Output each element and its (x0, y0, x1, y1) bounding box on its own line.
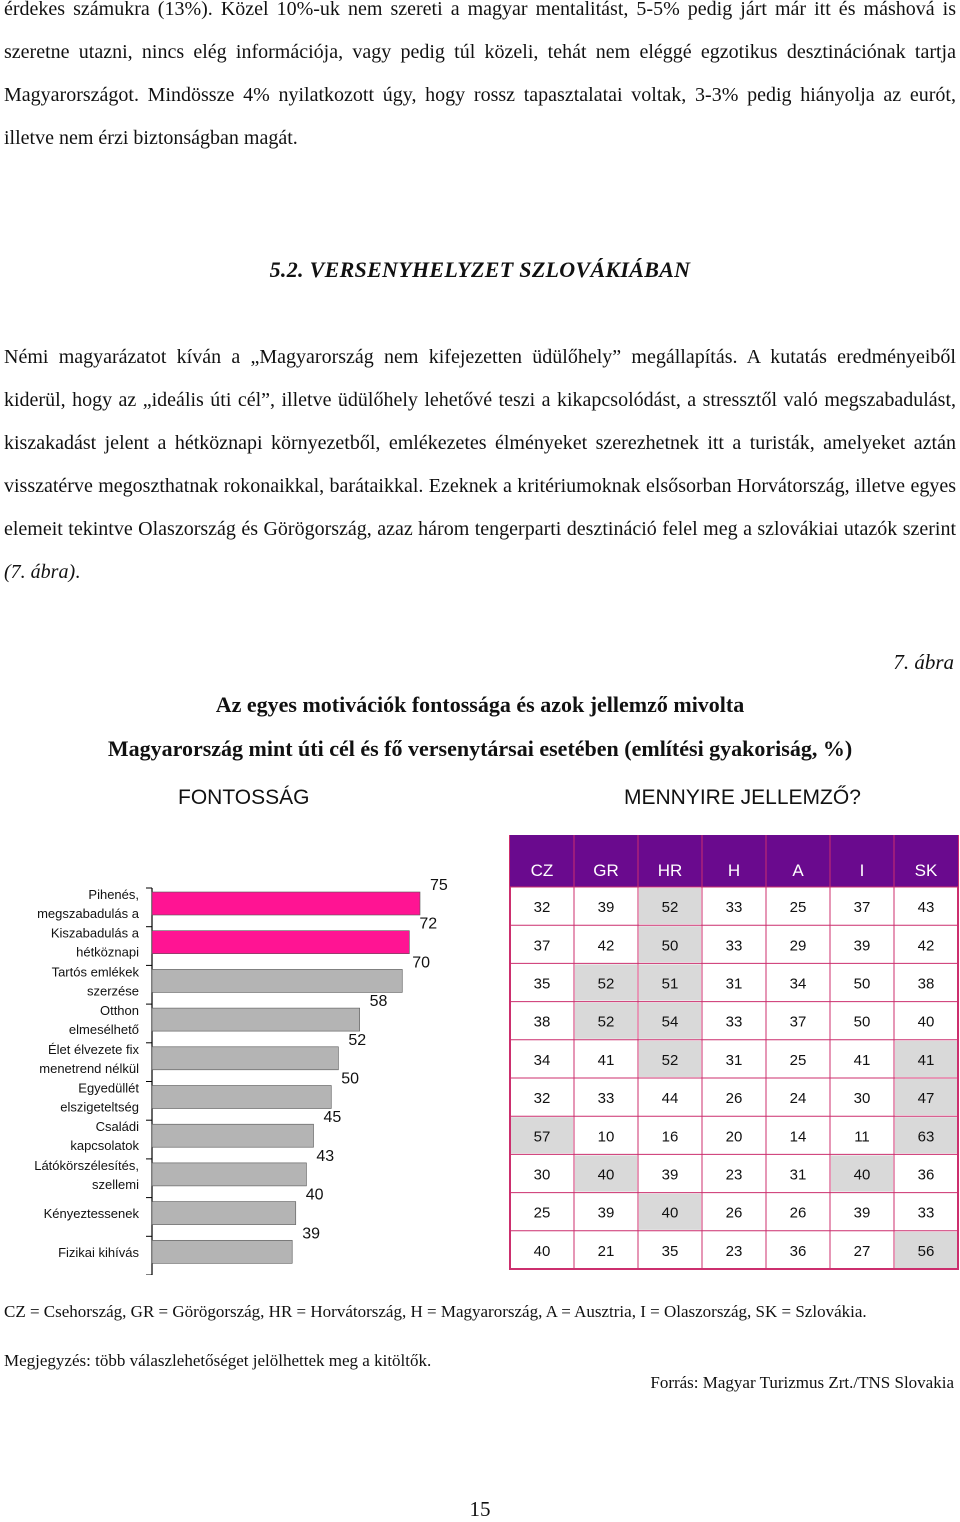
category-label: elmesélhető (68, 1022, 139, 1038)
bar (152, 931, 409, 954)
table-cell: 16 (661, 1128, 679, 1146)
bar (152, 1086, 331, 1109)
table-cell: 33 (725, 937, 743, 955)
table-cell: 10 (597, 1128, 615, 1146)
category-label: Látókörszélesítés, (34, 1157, 139, 1173)
table-cell: 35 (661, 1242, 679, 1260)
table-cell: 39 (661, 1166, 679, 1184)
table-cell: 39 (597, 899, 615, 917)
table-cell: 14 (789, 1128, 807, 1146)
table-column-header: I (859, 861, 865, 880)
table-column-header: CZ (530, 861, 554, 880)
category-label: kapcsolatok (70, 1138, 139, 1154)
table-cell: 31 (789, 1166, 807, 1184)
table-cell: 43 (917, 899, 935, 917)
bar (152, 1124, 314, 1147)
table-cell: 26 (725, 1090, 743, 1108)
table-cell: 11 (854, 1128, 870, 1146)
category-label: Élet élvezete fix (47, 1041, 139, 1057)
table-cell: 23 (725, 1242, 743, 1260)
bar (152, 1047, 338, 1070)
table-cell: 30 (853, 1090, 871, 1108)
category-label: menetrend nélkül (39, 1060, 139, 1076)
importance-heading: FONTOSSÁG (178, 786, 310, 809)
table-cell: 35 (533, 975, 551, 993)
table-cell: 57 (533, 1128, 551, 1146)
table-cell: 30 (533, 1166, 551, 1184)
category-label: szellemi (92, 1176, 139, 1192)
category-label: Tartós emlékek (51, 964, 139, 980)
table-cell: 37 (789, 1013, 807, 1031)
table-cell: 33 (597, 1090, 615, 1108)
table-cell: 50 (853, 975, 871, 993)
table-cell: 47 (917, 1090, 935, 1108)
bar-value-label: 39 (302, 1225, 320, 1243)
bar-value-label: 72 (419, 915, 438, 933)
table-cell: 21 (597, 1242, 615, 1260)
category-label: megszabadulás a (37, 906, 139, 921)
figure-reference: (7. ábra) (4, 561, 76, 583)
category-label: Családi (95, 1119, 139, 1135)
table-cell: 38 (533, 1013, 551, 1031)
bar (152, 1163, 306, 1186)
category-label: Kiszabadulás a (50, 925, 139, 941)
table-cell: 50 (853, 1013, 871, 1031)
bar-value-label: 40 (305, 1186, 324, 1204)
table-cell: 34 (533, 1051, 551, 1069)
table-cell: 32 (533, 1090, 551, 1108)
category-label: szerzése (86, 983, 139, 999)
table-cell: 32 (533, 899, 551, 917)
table-cell: 52 (661, 899, 679, 917)
table-cell: 39 (597, 1204, 615, 1222)
table-cell: 40 (853, 1166, 871, 1184)
table-cell: 33 (725, 899, 743, 917)
table-cell: 29 (789, 937, 807, 955)
bar-value-label: 70 (412, 954, 431, 972)
table-cell: 52 (597, 975, 615, 993)
table-cell: 36 (917, 1166, 935, 1184)
table-cell: 42 (597, 937, 615, 955)
table-cell: 56 (917, 1242, 935, 1260)
bar (152, 1008, 360, 1031)
table-column-header: A (792, 861, 804, 880)
body-text: Némi magyarázatot kíván a „Magyarország nem kifejezetten üdülőhely” megállapítás. A kutatás eredményeiből kiderül, hogy az „ideális úti cél”, illetve üdülőhely lehetővé teszi a kikapcsolódást, a stressztől való megszabadulást, kiszakadást jelent a hétköznapi környezetből, emlékezetes élményeket szerezhetnek itt a turisták, amelyeket aztán visszatérve megoszthatnak rokonaikkal, barátaikkal. Ezeknek a kritériumoknak elsősorban Horvátország, illetve egyes elemeit tekintve Olaszország és Görögország, azaz három tengerparti desztináció felel meg a szlovákiai utazók szerint (4, 346, 956, 540)
bar-value-label: 43 (316, 1147, 335, 1165)
table-cell: 26 (725, 1204, 743, 1222)
bar (152, 969, 402, 992)
category-label: Egyedüllét (78, 1080, 139, 1096)
table-cell: 40 (917, 1013, 935, 1031)
table-cell: 50 (661, 937, 679, 955)
table-cell: 39 (853, 937, 871, 955)
table-cell: 36 (789, 1242, 807, 1260)
table-cell: 54 (661, 1013, 679, 1031)
table-cell: 26 (789, 1204, 807, 1222)
table-cell: 25 (789, 899, 807, 917)
table-cell: 33 (725, 1013, 743, 1031)
table-cell: 37 (533, 937, 551, 955)
bar-value-label: 75 (430, 877, 448, 894)
bar (152, 1240, 292, 1263)
section-heading: 5.2. VERSENYHELYZET SZLOVÁKIÁBAN (269, 257, 691, 282)
abbreviation-note: CZ = Csehország, GR = Görögország, HR = Horvátország, H = Magyarország, A = Ausztria, I = Olaszország, SK = Szlovákia. (4, 1302, 867, 1321)
table-cell: 39 (853, 1204, 871, 1222)
table-column-header: H (727, 861, 741, 880)
table-cell: 25 (789, 1051, 807, 1069)
table-cell: 44 (661, 1090, 679, 1108)
remark-note: Megjegyzés: több válaszlehetőséget jelölhettek meg a kitöltők. (4, 1351, 432, 1370)
table-cell: 25 (533, 1204, 551, 1222)
table-cell: 34 (789, 975, 807, 993)
bar-value-label: 58 (369, 993, 388, 1011)
bar-value-label: 50 (341, 1070, 360, 1088)
table-cell: 41 (917, 1051, 935, 1069)
table-cell: 63 (917, 1128, 935, 1146)
table-cell: 27 (853, 1242, 871, 1260)
source-note: Forrás: Magyar Turizmus Zrt./TNS Slovakia (650, 1373, 954, 1392)
table-cell: 41 (853, 1051, 871, 1069)
category-label: Pihenés, (88, 887, 139, 902)
category-label: elszigeteltség (60, 1099, 139, 1115)
bar (152, 892, 420, 915)
figure-title: Az egyes motivációk fontossága és azok jellemző mivolta (215, 692, 745, 717)
category-label: hétköznapi (76, 944, 139, 960)
category-label: Fizikai kihívás (58, 1244, 139, 1260)
table-cell: 42 (917, 937, 935, 955)
table-cell: 31 (725, 1051, 743, 1069)
characteristic-heading: MENNYIRE JELLEMZŐ? (624, 786, 861, 809)
motivation-chart (0, 835, 960, 1275)
table-cell: 41 (597, 1051, 615, 1069)
body-paragraph (4, 336, 956, 594)
table-cell: 20 (725, 1128, 743, 1146)
figure-label: 7. ábra (893, 650, 954, 674)
table-cell: 51 (661, 975, 679, 993)
table-column-header: GR (593, 861, 619, 880)
bar (152, 1202, 296, 1225)
table-cell: 37 (853, 899, 871, 917)
bar-value-label: 52 (348, 1031, 367, 1049)
table-cell: 38 (917, 975, 935, 993)
page-number: 15 (469, 1497, 491, 1521)
table-column-header: SK (914, 861, 938, 880)
category-label: Otthon (99, 1003, 139, 1019)
table-cell: 40 (533, 1242, 551, 1260)
category-label: Kényeztessenek (43, 1206, 139, 1222)
figure-subtitle: Magyarország mint úti cél és fő versenytársai esetében (említési gyakoriság, %) (107, 736, 853, 761)
table-cell: 31 (725, 975, 743, 993)
table-cell: 52 (661, 1051, 679, 1069)
table-cell: 40 (661, 1204, 679, 1222)
table-cell: 24 (789, 1090, 807, 1108)
table-cell: 52 (597, 1013, 615, 1031)
body-end: . (75, 561, 81, 583)
table-cell: 23 (725, 1166, 743, 1184)
table-column-header: HR (657, 861, 683, 880)
table-cell: 33 (917, 1204, 935, 1222)
table-cell: 40 (597, 1166, 615, 1184)
intro-paragraph: érdekes számukra (13%). Közel 10%-uk nem szereti a magyar mentalitást, 5-5% pedig járt már itt és máshová is szeretne utazni, nincs elég információja, vagy pedig túl közeli, tehát nem eléggé egzotikus desztinációnak tartja Magyarországot. Mindössze 4% nyilatkozott úgy, hogy rossz tapasztalatai voltak, 3-3% pedig hiányolja az eurót, illetve nem érzi biztonságban magát. (4, 0, 956, 149)
bar-value-label: 45 (323, 1109, 342, 1127)
